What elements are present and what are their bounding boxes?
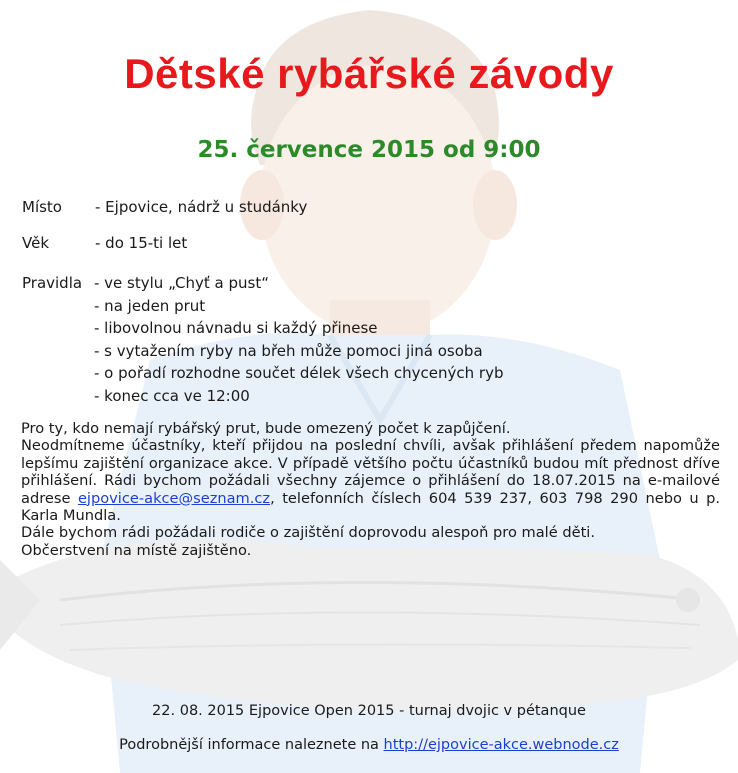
rule-item: - na jeden prut [94,296,206,315]
place-value: - Ejpovice, nádrž u studánky [95,198,308,216]
rules-list [94,272,503,408]
rule-item: - konec cca ve 12:00 [94,386,250,405]
age-row [22,232,187,255]
rule-item: - s vytažením ryby na břeh může pomoci jiná osoba [94,341,483,360]
age-label: Věk [22,234,50,252]
rules-label: Pravidla [22,274,83,292]
rule-item: - ve stylu „Chyť a pust“ [94,274,269,292]
poster-title: Dětské rybářské závody [124,50,614,97]
email-link[interactable]: ejpovice-akce@seznam.cz [77,489,271,507]
more-info [0,737,738,753]
next-event: 22. 08. 2015 Ejpovice Open 2015 - turnaj dvojic v pétanque [152,703,586,719]
rule-item: - libovolnou návnadu si každý přinese [94,319,378,338]
registration-text: Neodmítneme účastníky, kteří přijdou na poslední chvíli, avšak přihlášení předem napomůže lepšímu zajištění organizace akce. V případě většího počtu účastníků budou mít přednost dříve přihlášení. Rádi bychom požádali všechny zájemce o přihlášení do 18.07.2015 na e-mailové adrese ejpovice-akce@seznam.cz, telefonních číslech 604 539 237, 603 798 290 nebo u p. Karla Mundla. [21,437,720,525]
details-paragraph [21,420,720,559]
age-value: - do 15-ti let [95,234,188,252]
website-link[interactable]: http://ejpovice-akce.webnode.cz [383,737,619,753]
event-date: 25. července 2015 od 9:00 [197,137,541,163]
rental-note: Pro ty, kdo nemají rybářský prut, bude omezený počet k zapůjčení. [21,420,511,437]
more-info-prefix: Podrobnější informace naleznete na [119,737,379,753]
place-row [22,196,307,219]
refreshments-note: Občerstvení na místě zajištěno. [21,541,252,559]
place-label: Místo [22,198,62,216]
rule-item: - o pořadí rozhodne součet délek všech chycených ryb [94,364,504,383]
parents-note: Dále bychom rádi požádali rodiče o zajištění doprovodu alespoň pro malé děti. [21,524,595,542]
